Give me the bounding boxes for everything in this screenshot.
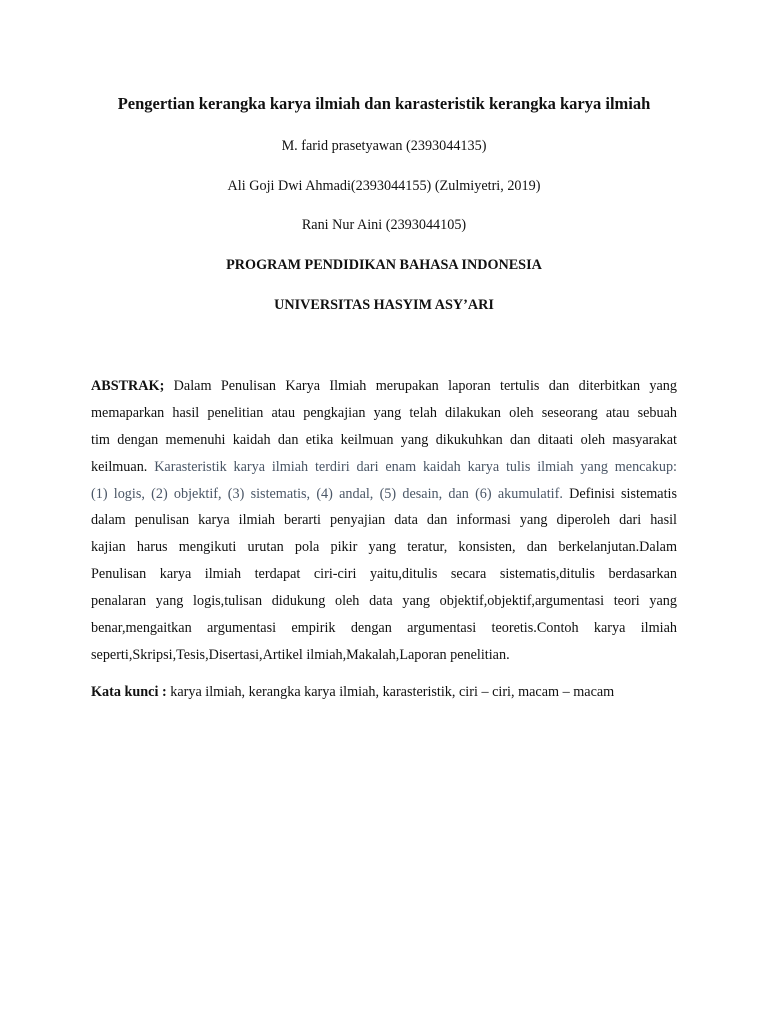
abstract-line: memaparkan hasil penelitian atau pengkajian yang telah dilakukan oleh seseorang atau sebuah bbox=[91, 404, 677, 421]
author-line-3: Rani Nur Aini (2393044105) bbox=[301, 217, 467, 233]
keywords-text: karya ilmiah, kerangka karya ilmiah, karasteristik, ciri – ciri, macam – macam bbox=[166, 684, 615, 700]
abstract-line: penalaran yang logis,tulisan didukung oleh data yang objektif,objektif,argumentasi teori yang bbox=[91, 593, 677, 610]
abstract-line: dalam penulisan karya ilmiah berarti penyajian data dan informasi yang diperoleh dari hasil bbox=[91, 512, 677, 529]
keywords-label: Kata kunci : bbox=[91, 684, 167, 700]
abstract-heading: ABSTRAK; bbox=[91, 378, 165, 394]
abstract-text: Dalam Penulisan Karya Ilmiah merupakan laporan tertulis dan diterbitkan yang bbox=[164, 378, 677, 394]
university-name: UNIVERSITAS HASYIM ASY’ARI bbox=[274, 297, 494, 313]
document-title: Pengertian kerangka karya ilmiah dan karasteristik kerangka karya ilmiah bbox=[117, 94, 651, 113]
abstract-cited-text: Karasteristik karya ilmiah terdiri dari enam kaidah karya tulis ilmiah yang mencakup: bbox=[154, 458, 677, 475]
keywords-line bbox=[91, 681, 677, 703]
abstract-text: Definisi sistematis bbox=[562, 485, 677, 502]
program-name: PROGRAM PENDIDIKAN BAHASA INDONESIA bbox=[226, 257, 542, 273]
author-line-2: Ali Goji Dwi Ahmadi(2393044155) (Zulmiyetri, 2019) bbox=[227, 178, 541, 194]
abstract-text: keilmuan. bbox=[91, 458, 155, 475]
abstract-line: benar,mengaitkan argumentasi empirik dengan argumentasi teoretis.Contoh karya ilmiah bbox=[91, 620, 677, 637]
abstract-cited-text: (1) logis, (2) objektif, (3) sistematis, (4) andal, (5) desain, dan (6) akumulatif. bbox=[91, 485, 563, 502]
abstract-line: Penulisan karya ilmiah terdapat ciri-ciri yaitu,ditulis secara sistematis,ditulis berdasarkan bbox=[91, 566, 677, 583]
abstract-line: kajian harus mengikuti urutan pola pikir yang teratur, konsisten, dan berkelanjutan.Dalam bbox=[91, 539, 677, 556]
abstract-line: tim dengan memenuhi kaidah dan etika keilmuan yang dikukuhkan dan ditaati oleh masyarakat bbox=[91, 431, 677, 448]
author-line-1: M. farid prasetyawan (2393044135) bbox=[281, 138, 487, 154]
abstract-line: seperti,Skripsi,Tesis,Disertasi,Artikel ilmiah,Makalah,Laporan penelitian. bbox=[91, 646, 510, 663]
abstract-line bbox=[91, 373, 677, 400]
abstract-block bbox=[91, 373, 677, 669]
abstract-line bbox=[91, 481, 677, 508]
abstract-line bbox=[91, 454, 677, 481]
